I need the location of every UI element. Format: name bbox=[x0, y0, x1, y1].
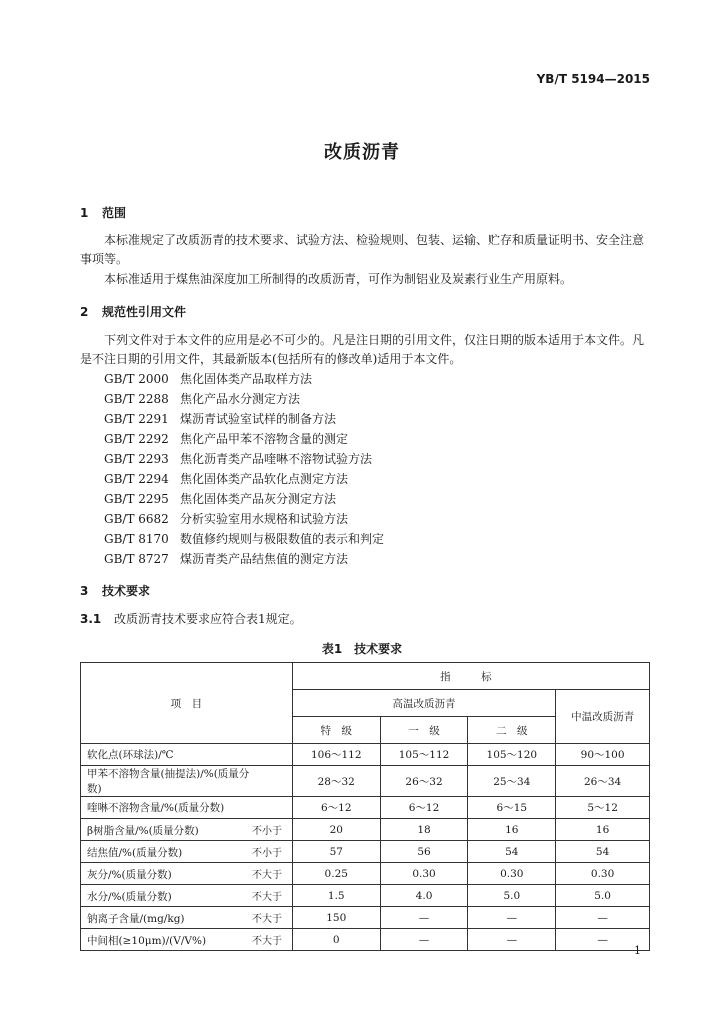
table-row bbox=[81, 929, 650, 951]
reference-title: 焦化产品水分测定方法 bbox=[180, 392, 301, 406]
reference-code: GB/T 2293 bbox=[104, 452, 169, 466]
reference-item bbox=[104, 449, 384, 469]
reference-code: GB/T 2294 bbox=[104, 472, 169, 486]
cell-value: 106～112 bbox=[292, 744, 380, 766]
header-high-temp: 高温改质沥青 bbox=[292, 690, 555, 717]
row-label: 结焦值/%(质量分数) 不小于 bbox=[81, 841, 293, 863]
reference-item bbox=[104, 469, 384, 489]
reference-code: GB/T 8170 bbox=[104, 532, 169, 546]
cell-value: 28～32 bbox=[292, 766, 380, 797]
reference-title: 煤沥青试验室试样的制备方法 bbox=[180, 412, 337, 426]
scope-paragraph: 本标准规定了改质沥青的技术要求、试验方法、检验规则、包装、运输、贮存和质量证明书、安全注意事项等。 bbox=[80, 233, 645, 266]
row-label: 甲苯不溶物含量(抽提法)/%(质量分数) bbox=[81, 766, 293, 797]
cell-value: 54 bbox=[556, 841, 650, 863]
table-row bbox=[81, 863, 650, 885]
reference-code: GB/T 2000 bbox=[104, 372, 169, 386]
reference-item bbox=[104, 489, 384, 509]
reference-item bbox=[104, 369, 384, 389]
section-number: 3 bbox=[80, 584, 89, 598]
row-label: β树脂含量/%(质量分数) 不小于 bbox=[81, 819, 293, 841]
cell-value: 54 bbox=[468, 841, 556, 863]
row-label: 中间相(≥10μm)/(V/V%) 不大于 bbox=[81, 929, 293, 951]
technical-requirements-table bbox=[80, 662, 650, 951]
row-label: 水分/%(质量分数) 不大于 bbox=[81, 885, 293, 907]
header-grade-second: 二 级 bbox=[468, 717, 556, 744]
cell-value: 0.30 bbox=[556, 863, 650, 885]
reference-code: GB/T 6682 bbox=[104, 512, 169, 526]
cell-value: 20 bbox=[292, 819, 380, 841]
reference-code: GB/T 2291 bbox=[104, 412, 169, 426]
row-label: 喹啉不溶物含量/%(质量分数) bbox=[81, 797, 293, 819]
section-title: 范围 bbox=[102, 206, 127, 220]
section-heading-scope bbox=[80, 204, 126, 221]
document-title: 改质沥青 bbox=[324, 142, 400, 163]
row-label: 灰分/%(质量分数) 不大于 bbox=[81, 863, 293, 885]
reference-code: GB/T 2295 bbox=[104, 492, 169, 506]
section-title: 规范性引用文件 bbox=[102, 305, 187, 319]
cell-value: 0.30 bbox=[468, 863, 556, 885]
cell-value: 16 bbox=[468, 819, 556, 841]
reference-list bbox=[104, 369, 384, 569]
reference-item bbox=[104, 429, 384, 449]
cell-value: 0.25 bbox=[292, 863, 380, 885]
section-number: 2 bbox=[80, 305, 89, 319]
cell-value: — bbox=[380, 907, 468, 929]
header-index: 指 标 bbox=[292, 663, 649, 690]
reference-title: 焦化固体类产品取样方法 bbox=[180, 372, 313, 386]
reference-code: GB/T 2292 bbox=[104, 432, 169, 446]
cell-value: 105～112 bbox=[380, 744, 468, 766]
cell-value: 150 bbox=[292, 907, 380, 929]
cell-value: 25～34 bbox=[468, 766, 556, 797]
reference-title: 数值修约规则与极限数值的表示和判定 bbox=[180, 532, 385, 546]
header-grade-first: 一 级 bbox=[380, 717, 468, 744]
cell-value: 6～15 bbox=[468, 797, 556, 819]
cell-value: — bbox=[380, 929, 468, 951]
table-caption: 表1 技术要求 bbox=[321, 642, 403, 656]
header-grade-special: 特 级 bbox=[292, 717, 380, 744]
cell-value: 5.0 bbox=[468, 885, 556, 907]
section-heading-references bbox=[80, 303, 186, 320]
table-row bbox=[81, 885, 650, 907]
clause-3-1 bbox=[80, 610, 302, 627]
cell-value: — bbox=[556, 929, 650, 951]
scope-paragraph: 本标准适用于煤焦油深度加工所制得的改质沥青，可作为制铝业及炭素行业生产用原料。 bbox=[104, 272, 573, 286]
reference-item bbox=[104, 529, 384, 549]
cell-value: 16 bbox=[556, 819, 650, 841]
references-intro: 下列文件对于本文件的应用是必不可少的。凡是注日期的引用文件，仅注日期的版本适用于本文件。凡是不注日期的引用文件，其最新版本(包括所有的修改单)适用于本文件。 bbox=[80, 333, 645, 366]
cell-value: 6～12 bbox=[292, 797, 380, 819]
table-row bbox=[81, 841, 650, 863]
reference-item bbox=[104, 509, 384, 529]
clause-number: 3.1 bbox=[80, 612, 102, 626]
cell-value: 26～32 bbox=[380, 766, 468, 797]
reference-item bbox=[104, 409, 384, 429]
row-label: 钠离子含量/(mg/kg) 不大于 bbox=[81, 907, 293, 929]
reference-title: 焦化固体类产品软化点测定方法 bbox=[180, 472, 349, 486]
header-item: 项 目 bbox=[81, 663, 293, 744]
cell-value: 56 bbox=[380, 841, 468, 863]
table-row bbox=[81, 766, 650, 797]
table-row bbox=[81, 907, 650, 929]
section-title: 技术要求 bbox=[102, 584, 151, 598]
table-row bbox=[81, 819, 650, 841]
clause-text: 改质沥青技术要求应符合表1规定。 bbox=[114, 612, 302, 626]
reference-title: 焦化产品甲苯不溶物含量的测定 bbox=[180, 432, 349, 446]
cell-value: 26～34 bbox=[556, 766, 650, 797]
table-row bbox=[81, 744, 650, 766]
cell-value: — bbox=[468, 907, 556, 929]
reference-item bbox=[104, 549, 384, 569]
reference-title: 焦化固体类产品灰分测定方法 bbox=[180, 492, 337, 506]
reference-title: 煤沥青类产品结焦值的测定方法 bbox=[180, 552, 349, 566]
cell-value: 0 bbox=[292, 929, 380, 951]
cell-value: 90～100 bbox=[556, 744, 650, 766]
cell-value: 4.0 bbox=[380, 885, 468, 907]
standard-code: YB/T 5194—2015 bbox=[536, 72, 650, 86]
section-heading-technical bbox=[80, 582, 150, 599]
table-row bbox=[81, 797, 650, 819]
section-number: 1 bbox=[80, 206, 89, 220]
row-label: 软化点(环球法)/℃ bbox=[81, 744, 293, 766]
cell-value: 105～120 bbox=[468, 744, 556, 766]
cell-value: — bbox=[468, 929, 556, 951]
header-mid-temp: 中温改质沥青 bbox=[556, 690, 650, 744]
cell-value: 0.30 bbox=[380, 863, 468, 885]
page-number: 1 bbox=[634, 944, 641, 957]
reference-title: 焦化沥青类产品喹啉不溶物试验方法 bbox=[180, 452, 373, 466]
reference-item bbox=[104, 389, 384, 409]
reference-code: GB/T 8727 bbox=[104, 552, 169, 566]
cell-value: 5.0 bbox=[556, 885, 650, 907]
cell-value: 18 bbox=[380, 819, 468, 841]
cell-value: 5～12 bbox=[556, 797, 650, 819]
cell-value: 6～12 bbox=[380, 797, 468, 819]
cell-value: 1.5 bbox=[292, 885, 380, 907]
cell-value: 57 bbox=[292, 841, 380, 863]
reference-title: 分析实验室用水规格和试验方法 bbox=[180, 512, 349, 526]
reference-code: GB/T 2288 bbox=[104, 392, 169, 406]
cell-value: — bbox=[556, 907, 650, 929]
